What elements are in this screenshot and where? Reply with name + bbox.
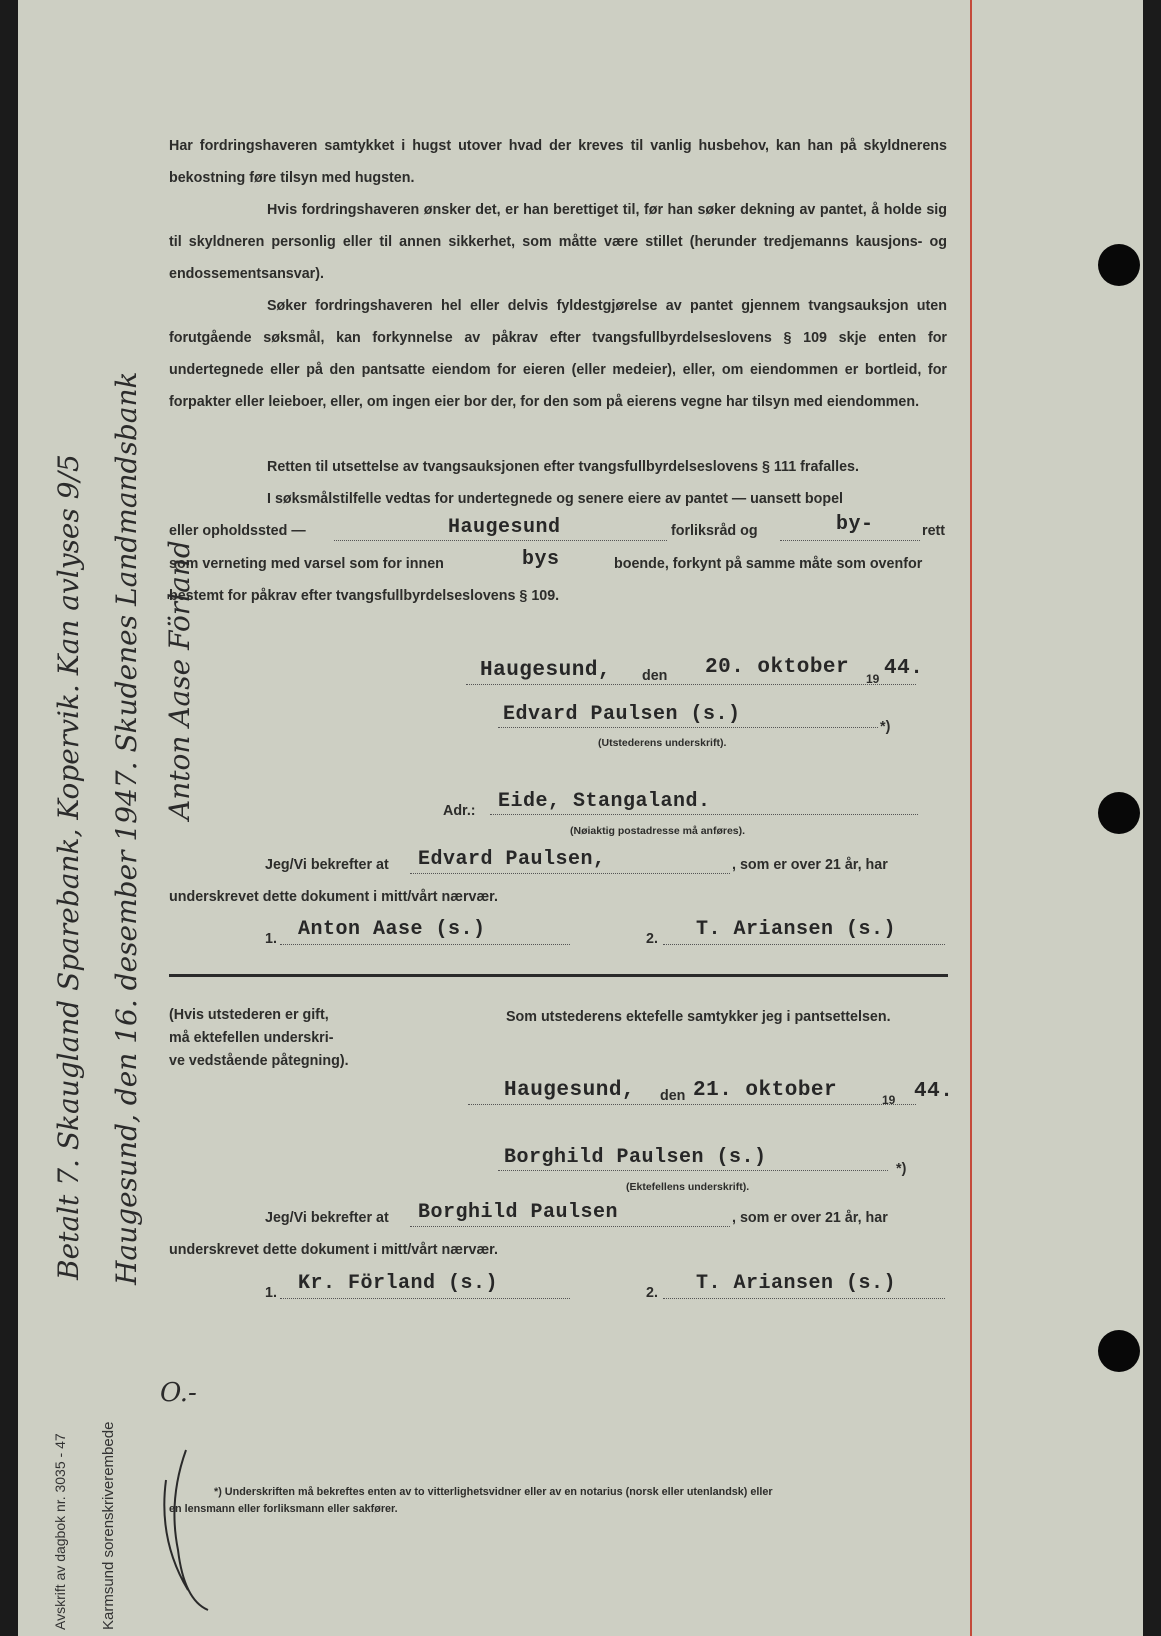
issuer-address: Eide, Stangaland. [498,790,711,813]
spouse-place: Haugesund, [504,1079,636,1102]
section-divider [169,974,948,977]
footnote-line1: *) Underskriften må bekreftes enten av to vitterlighetsvidner eller av en notarius (norsk eller utenlandsk) eller [214,1486,773,1498]
witness2-subject-line [410,1226,730,1227]
spouse-year-prefix: 19 [882,1093,896,1107]
witness2-line2: underskrevet dette dokument i mitt/vårt nærvær. [169,1242,498,1258]
witness2-num2: 2. [646,1285,658,1301]
witness1-signer1: Anton Aase (s.) [298,918,486,941]
witness1-num1: 1. [265,931,277,947]
spouse-note-line1: (Hvis utstederen er gift, [169,1007,329,1023]
red-margin-line [970,0,972,1636]
witness2-suffix: , som er over 21 år, har [732,1210,888,1226]
witness1-subject-line [410,873,730,874]
witness1-signer2: T. Ariansen (s.) [696,918,897,941]
spouse-note-line3: ve vedstående påtegning). [169,1053,349,1069]
witness2-signer1: Kr. Förland (s.) [298,1272,499,1295]
court-type-blank [780,540,920,541]
punch-hole-bottom [1098,1330,1140,1372]
spouse-date-blank [468,1104,916,1105]
issuer-signature-caption: (Utstederens underskrift). [598,737,727,749]
issue-place: Haugesund, [480,659,612,682]
venue-mid: forliksråd og [671,523,758,539]
venue-suffix: rett [922,523,946,539]
address-caption: (Nøiaktig postadresse må anføres). [570,825,746,837]
venue-court-type: by- [836,513,874,536]
paragraph-utsettelse: Retten til utsettelse av tvangsauksjonen efter tvangsfullbyrdelseslovens § 111 frafalles. [267,459,859,475]
witness2-prefix: Jeg/Vi bekrefter at [265,1210,389,1226]
witness1-signer1-line [280,944,570,945]
margin-note-date: Haugesund, den 16. desember 1947. Skudenes Landmandsbank [110,371,143,1285]
witness2-num1: 1. [265,1285,277,1301]
venue-place-blank [334,540,667,541]
issuer-signature-line [498,727,878,728]
handwritten-initials: O.- [160,1378,197,1408]
paragraph-tvangsauksjon: Søker fordringshaveren hel eller delvis fyldestgjørelse av pantet gjennem tvangsauksjon uten forutgående søksmål, kan forkynnelse av påkrav efter tvangsfullbyrdelseslovens § 109 skje enten for undertegnede eller på den pantsatte eiendom for eieren (eller medeier), eller, om eiendommen er bortleid, for forpakter eller leieboer, eller, om ingen eier bor der, for den som på eierens vegne har tilsyn med eiendommen. [169,298,947,410]
punch-hole-top [1098,244,1140,286]
spouse-signature: Borghild Paulsen (s.) [504,1146,767,1169]
venue-prefix: eller opholdssted — [169,523,306,539]
issuer-signature-mark: *) [880,719,891,735]
witness1-num2: 2. [646,931,658,947]
margin-stamp-office: Karmsund sorenskriverembede [100,1421,117,1630]
spouse-consent: Som utstederens ektefelle samtykker jeg i pantsettelsen. [506,1009,891,1025]
punch-hole-middle [1098,792,1140,834]
address-label: Adr.: [443,803,476,819]
venue-line2-suffix: boende, forkynt på samme måte som ovenfor [614,556,923,572]
issue-den-label: den [642,668,668,684]
margin-stamp-dagbok: Avskrift av dagbok nr. 3035 - 47 [52,1433,68,1630]
witness1-line2: underskrevet dette dokument i mitt/vårt nærvær. [169,889,498,905]
venue-within: bys [522,548,560,571]
witness2-subject: Borghild Paulsen [418,1201,619,1224]
witness1-subject: Edvard Paulsen, [418,848,606,871]
spouse-den-label: den [660,1088,686,1104]
paragraph-personlig: Hvis fordringshaveren ønsker det, er han berettiget til, før han søker dekning av pantet, å holde sig til skyldneren personlig eller til annen sikkerhet, som måtte være stillet (herunder tredjemanns kausjons- og endossementsansvar). [169,202,947,282]
witness2-signer1-line [280,1298,570,1299]
spouse-note-line2: må ektefellen underskri- [169,1030,334,1046]
witness1-suffix: , som er over 21 år, har [732,857,888,873]
margin-note-signer: Anton Aase Förland [163,540,196,820]
issue-date-blank [466,684,916,685]
venue-line3: bestemt for påkrav efter tvangsfullbyrdelseslovens § 109. [169,588,560,604]
issuer-signature: Edvard Paulsen (s.) [503,703,741,726]
venue-place: Haugesund [448,516,561,539]
witness1-signer2-line [663,944,945,945]
address-line [490,814,918,815]
pen-scribble [148,1440,268,1620]
issue-date: 20. oktober [705,656,850,679]
witness2-signer2-line [663,1298,945,1299]
spouse-signature-caption: (Ektefellens underskrift). [626,1181,750,1193]
document-page [18,0,1143,1636]
spouse-year: 44. [914,1080,954,1103]
paragraph-soksmal: I søksmålstilfelle vedtas for undertegnede og senere eiere av pantet — uansett bopel [267,491,844,507]
paragraph-hugst: Har fordringshaveren samtykket i hugst utover hvad der kreves til vanlig husbehov, kan han på skyldnerens bekostning føre tilsyn med hugsten. [169,138,947,186]
spouse-signature-mark: *) [896,1161,907,1177]
issue-year: 44. [884,657,924,680]
venue-line2-prefix: som verneting med varsel som for innen [169,556,444,572]
witness1-prefix: Jeg/Vi bekrefter at [265,857,389,873]
margin-note-payment: Betalt 7. Skaugland Sparebank, Kopervik. Kan avlyses 9/5 [52,454,85,1280]
footnote-line2: en lensmann eller forliksmann eller sakfører. [169,1503,398,1515]
spouse-date: 21. oktober [693,1079,838,1102]
issue-year-prefix: 19 [866,672,880,686]
spouse-signature-line [498,1170,888,1171]
witness2-signer2: T. Ariansen (s.) [696,1272,897,1295]
